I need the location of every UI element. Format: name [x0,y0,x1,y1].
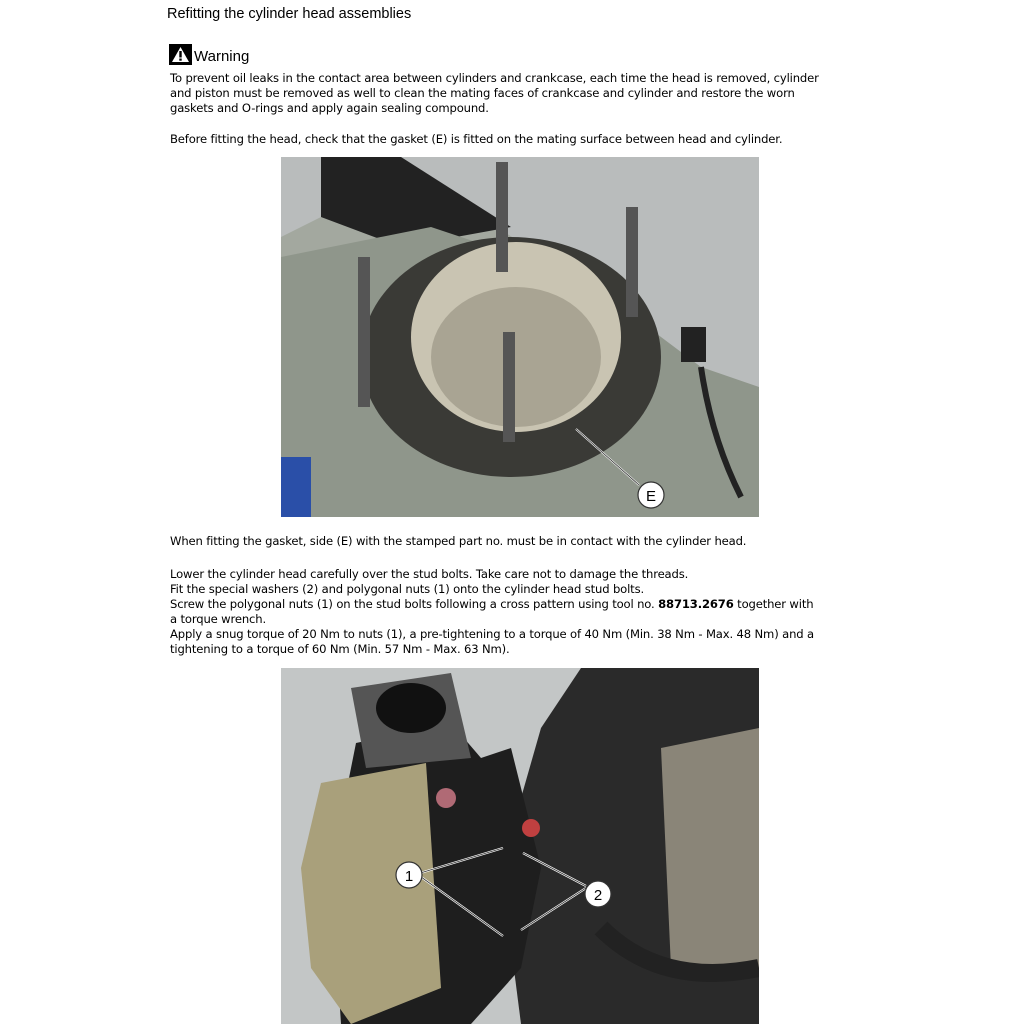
step-gasket-side: When fitting the gasket, side (E) with the stamped part no. must be in contact with the cylinder head. [170,534,747,548]
figure-gasket-photo [281,157,759,517]
warning-line: and piston must be removed as well to clean the mating faces of crankcase and cylinder and restore the worn [170,86,795,100]
step-before-fitting: Before fitting the head, check that the gasket (E) is fitted on the mating surface between head and cylinder. [170,132,783,146]
warning-header [169,44,249,65]
steps-block [170,567,890,657]
warning-triangle-icon [169,44,192,65]
figure-head-photo [281,668,759,1024]
callout-2: 2 [593,887,603,904]
warning-label: Warning [194,48,250,65]
step-screw-cont: a torque wrench. [170,612,266,626]
tool-number: 88713.2676 [658,597,734,611]
section-title: Refitting the cylinder head assemblies [167,6,412,22]
callout-e: E [645,488,657,505]
warning-text [170,71,890,116]
step-screw: Screw the polygonal nuts (1) on the stud bolts following a cross pattern using tool no. 88713.2676 together with [170,597,814,611]
step-lower: Lower the cylinder head carefully over the stud bolts. Take care not to damage the threads. [170,567,689,581]
warning-line: To prevent oil leaks in the contact area between cylinders and crankcase, each time the head is removed, cylinder [170,71,819,85]
callout-1: 1 [404,868,414,885]
step-torque-cont: tightening to a torque of 60 Nm (Min. 57 Nm - Max. 63 Nm). [170,642,510,656]
warning-line: gaskets and O-rings and apply again sealing compound. [170,101,489,115]
step-torque: Apply a snug torque of 20 Nm to nuts (1), a pre-tightening to a torque of 40 Nm (Min. 38 Nm - Max. 48 Nm) and a [170,627,814,641]
step-fit-washers: Fit the special washers (2) and polygonal nuts (1) onto the cylinder head stud bolts. [170,582,645,596]
